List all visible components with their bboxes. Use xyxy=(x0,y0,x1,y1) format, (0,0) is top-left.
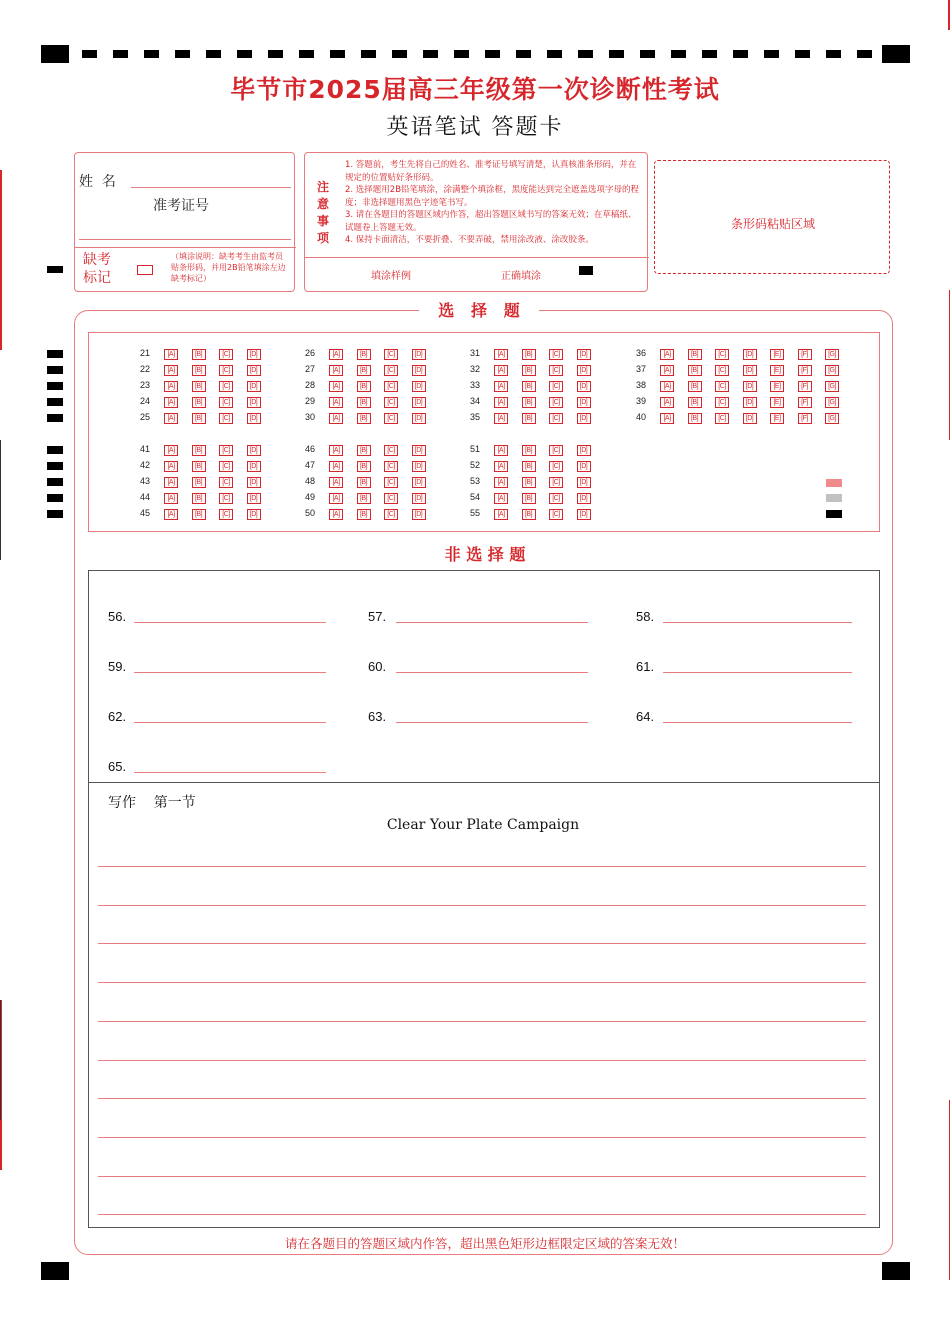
option-box-b[interactable]: [B] xyxy=(522,397,536,408)
timing-dash xyxy=(578,50,593,58)
student-info-box xyxy=(74,152,295,292)
blank-answer-line[interactable] xyxy=(396,622,588,623)
left-edge-line xyxy=(0,170,2,350)
option-box-c[interactable]: [C] xyxy=(219,493,233,504)
question-number: 21 xyxy=(139,348,150,358)
blank-answer-line[interactable] xyxy=(134,672,326,673)
option-box-a[interactable]: [A] xyxy=(660,413,674,424)
option-box-b[interactable]: [B] xyxy=(522,493,536,504)
blank-answer-line[interactable] xyxy=(134,622,326,623)
option-box-b[interactable]: [B] xyxy=(688,397,702,408)
option-box-c[interactable]: [C] xyxy=(549,509,563,520)
option-box-d[interactable]: [D] xyxy=(412,349,426,360)
option-box-a[interactable]: [A] xyxy=(164,381,178,392)
option-box-c[interactable]: [C] xyxy=(384,477,398,488)
timing-dash xyxy=(423,50,438,58)
option-box-b[interactable]: [B] xyxy=(192,509,206,520)
option-box-d[interactable]: [D] xyxy=(577,381,591,392)
option-box-c[interactable]: [C] xyxy=(384,413,398,424)
option-box-a[interactable]: [A] xyxy=(164,397,178,408)
question-number: 43 xyxy=(139,476,150,486)
timing-mark xyxy=(47,510,63,518)
option-box-d[interactable]: [D] xyxy=(577,477,591,488)
option-box-c[interactable]: [C] xyxy=(219,461,233,472)
option-box-c[interactable]: [C] xyxy=(384,445,398,456)
question-number: 44 xyxy=(139,492,150,502)
timing-dash xyxy=(299,50,314,58)
timing-dash xyxy=(795,50,810,58)
notice-items xyxy=(345,159,641,247)
option-box-e[interactable]: [E] xyxy=(770,349,784,360)
timing-dash xyxy=(175,50,190,58)
blank-number: 56. xyxy=(108,609,127,624)
notice-box xyxy=(304,152,648,292)
exam-id-underline xyxy=(79,239,291,240)
barcode-area xyxy=(654,160,890,274)
option-box-a[interactable]: [A] xyxy=(329,381,343,392)
option-box-a[interactable]: [A] xyxy=(494,477,508,488)
name-underline xyxy=(131,187,291,188)
option-box-d[interactable]: [D] xyxy=(577,413,591,424)
option-box-a[interactable]: [A] xyxy=(494,509,508,520)
absent-note: （填涂说明：缺考考生由监考员贴条形码，并用2B铅笔填涂左边缺考标记） xyxy=(171,252,286,283)
exam-id-label: 准考证号 xyxy=(153,198,209,214)
question-number: 24 xyxy=(139,396,150,406)
timing-dash xyxy=(671,50,686,58)
option-box-d[interactable]: [D] xyxy=(247,397,261,408)
notice-item-2: 2. 选择题用2B铅笔填涂，涂满整个填涂框，黑度能达到完全遮盖选项字母的程度；非选择题用黑色字迹笔书写。 xyxy=(345,185,640,208)
corner-mark-bottom-right xyxy=(882,1262,910,1280)
swatch-black xyxy=(826,510,842,518)
option-box-e[interactable]: [E] xyxy=(770,365,784,376)
option-box-a[interactable]: [A] xyxy=(164,365,178,376)
option-box-d[interactable]: [D] xyxy=(247,493,261,504)
option-box-b[interactable]: [B] xyxy=(522,509,536,520)
timing-dash xyxy=(454,50,469,58)
timing-dash xyxy=(702,50,717,58)
option-box-b[interactable]: [B] xyxy=(357,493,371,504)
absent-checkbox[interactable] xyxy=(137,265,153,275)
option-box-c[interactable]: [C] xyxy=(715,413,729,424)
option-box-g[interactable]: [G] xyxy=(825,397,839,408)
option-box-a[interactable]: [A] xyxy=(494,493,508,504)
question-number: 37 xyxy=(635,364,646,374)
notice-heading: 注 意 事 项 xyxy=(317,180,330,245)
option-box-d[interactable]: [D] xyxy=(247,413,261,424)
option-box-b[interactable]: [B] xyxy=(192,365,206,376)
option-box-a[interactable]: [A] xyxy=(164,413,178,424)
corner-mark-top-left xyxy=(41,45,69,63)
question-number: 38 xyxy=(635,380,646,390)
writing-line[interactable] xyxy=(98,1021,866,1022)
option-box-d[interactable]: [D] xyxy=(577,509,591,520)
swatch-pink xyxy=(826,479,842,487)
question-number: 51 xyxy=(469,444,480,454)
option-box-c[interactable]: [C] xyxy=(715,381,729,392)
nonmc-frame xyxy=(88,570,880,1228)
question-number: 34 xyxy=(469,396,480,406)
option-box-d[interactable]: [D] xyxy=(247,461,261,472)
option-box-b[interactable]: [B] xyxy=(357,365,371,376)
option-box-c[interactable]: [C] xyxy=(219,445,233,456)
option-box-b[interactable]: [B] xyxy=(192,477,206,488)
timing-mark xyxy=(47,414,63,422)
option-box-c[interactable]: [C] xyxy=(715,397,729,408)
option-box-c[interactable]: [C] xyxy=(219,509,233,520)
option-box-c[interactable]: [C] xyxy=(384,381,398,392)
blank-number: 62. xyxy=(108,709,127,724)
timing-dash xyxy=(144,50,159,58)
option-box-d[interactable]: [D] xyxy=(247,349,261,360)
option-box-b[interactable]: [B] xyxy=(357,349,371,360)
option-box-f[interactable]: [F] xyxy=(798,397,812,408)
timing-dash xyxy=(485,50,500,58)
option-box-a[interactable]: [A] xyxy=(329,365,343,376)
writing-line[interactable] xyxy=(98,943,866,944)
writing-line[interactable] xyxy=(98,1214,866,1215)
option-box-b[interactable]: [B] xyxy=(357,461,371,472)
question-number: 54 xyxy=(469,492,480,502)
option-box-c[interactable]: [C] xyxy=(549,397,563,408)
timing-mark xyxy=(47,494,63,502)
timing-dash xyxy=(609,50,624,58)
option-box-g[interactable]: [G] xyxy=(825,381,839,392)
blank-answer-line[interactable] xyxy=(396,672,588,673)
blank-number: 59. xyxy=(108,659,127,674)
option-box-b[interactable]: [B] xyxy=(192,413,206,424)
blank-number: 63. xyxy=(368,709,387,724)
option-box-b[interactable]: [B] xyxy=(522,381,536,392)
question-number: 55 xyxy=(469,508,480,518)
option-box-d[interactable]: [D] xyxy=(743,349,757,360)
option-box-d[interactable]: [D] xyxy=(412,397,426,408)
option-box-b[interactable]: [B] xyxy=(522,349,536,360)
page-subtitle: 英语笔试 答题卡 xyxy=(386,115,564,140)
option-box-c[interactable]: [C] xyxy=(715,349,729,360)
correct-fill-sample xyxy=(579,266,593,275)
option-box-c[interactable]: [C] xyxy=(715,365,729,376)
option-box-d[interactable]: [D] xyxy=(577,397,591,408)
correct-label: 正确填涂 xyxy=(501,271,541,282)
option-box-d[interactable]: [D] xyxy=(743,397,757,408)
notice-item-3: 3. 请在各题目的答题区域内作答，超出答题区域书写的答案无效；在草稿纸、试题卷上答题无效。 xyxy=(345,210,637,233)
timing-dash xyxy=(237,50,252,58)
option-box-b[interactable]: [B] xyxy=(688,349,702,360)
option-box-f[interactable]: [F] xyxy=(798,413,812,424)
blank-number: 64. xyxy=(636,709,655,724)
option-box-a[interactable]: [A] xyxy=(494,365,508,376)
blank-number: 58. xyxy=(636,609,655,624)
option-box-b[interactable]: [B] xyxy=(357,397,371,408)
writing-line[interactable] xyxy=(98,1137,866,1138)
timing-dash xyxy=(330,50,345,58)
option-box-e[interactable]: [E] xyxy=(770,397,784,408)
blank-answer-line[interactable] xyxy=(396,722,588,723)
question-number: 33 xyxy=(469,380,480,390)
option-box-d[interactable]: [D] xyxy=(247,509,261,520)
timing-dash xyxy=(113,50,128,58)
option-box-c[interactable]: [C] xyxy=(549,493,563,504)
option-box-a[interactable]: [A] xyxy=(329,349,343,360)
option-box-d[interactable]: [D] xyxy=(412,365,426,376)
option-box-d[interactable]: [D] xyxy=(412,413,426,424)
option-box-d[interactable]: [D] xyxy=(577,493,591,504)
option-box-d[interactable]: [D] xyxy=(412,493,426,504)
absent-label: 缺考 标记 xyxy=(83,252,111,286)
left-edge-line-mid2 xyxy=(0,1000,1,1120)
option-box-f[interactable]: [F] xyxy=(798,349,812,360)
timing-dash xyxy=(857,50,872,58)
question-number: 52 xyxy=(469,460,480,470)
option-box-b[interactable]: [B] xyxy=(192,397,206,408)
option-box-a[interactable]: [A] xyxy=(660,365,674,376)
timing-mark xyxy=(47,478,63,486)
option-box-c[interactable]: [C] xyxy=(384,349,398,360)
timing-dash xyxy=(764,50,779,58)
option-box-b[interactable]: [B] xyxy=(522,445,536,456)
writing-line[interactable] xyxy=(98,1098,866,1099)
question-number: 27 xyxy=(304,364,315,374)
question-number: 25 xyxy=(139,412,150,422)
option-box-a[interactable]: [A] xyxy=(494,349,508,360)
blank-number: 60. xyxy=(368,659,387,674)
option-box-g[interactable]: [G] xyxy=(825,349,839,360)
corner-mark-bottom-left xyxy=(41,1262,69,1280)
footer-warning: 请在各题目的答题区域内作答，超出黑色矩形边框限定区域的答案无效！ xyxy=(284,1236,685,1251)
option-box-a[interactable]: [A] xyxy=(164,445,178,456)
timing-dash xyxy=(392,50,407,58)
option-box-e[interactable]: [E] xyxy=(770,413,784,424)
notice-divider xyxy=(305,257,649,258)
option-box-b[interactable]: [B] xyxy=(688,413,702,424)
option-box-a[interactable]: [A] xyxy=(329,445,343,456)
option-box-c[interactable]: [C] xyxy=(219,349,233,360)
writing-line[interactable] xyxy=(98,1176,866,1177)
question-number: 50 xyxy=(304,508,315,518)
option-box-c[interactable]: [C] xyxy=(549,477,563,488)
divider xyxy=(75,247,296,248)
option-box-a[interactable]: [A] xyxy=(660,349,674,360)
option-box-d[interactable]: [D] xyxy=(743,413,757,424)
mc-section-title: 选 择 题 xyxy=(419,298,539,321)
blank-answer-line[interactable] xyxy=(134,772,326,773)
option-box-a[interactable]: [A] xyxy=(164,493,178,504)
writing-line[interactable] xyxy=(98,982,866,983)
question-number: 45 xyxy=(139,508,150,518)
option-box-a[interactable]: [A] xyxy=(329,509,343,520)
option-box-b[interactable]: [B] xyxy=(522,413,536,424)
option-box-c[interactable]: [C] xyxy=(384,461,398,472)
timing-dash xyxy=(640,50,655,58)
option-box-b[interactable]: [B] xyxy=(357,413,371,424)
timing-mark xyxy=(47,382,63,390)
option-box-a[interactable]: [A] xyxy=(660,381,674,392)
option-box-c[interactable]: [C] xyxy=(549,365,563,376)
timing-dash xyxy=(206,50,221,58)
question-number: 48 xyxy=(304,476,315,486)
question-number: 36 xyxy=(635,348,646,358)
left-edge-line-mid xyxy=(0,440,1,560)
option-box-d[interactable]: [D] xyxy=(412,461,426,472)
option-box-b[interactable]: [B] xyxy=(357,477,371,488)
blank-number: 57. xyxy=(368,609,387,624)
option-box-c[interactable]: [C] xyxy=(549,381,563,392)
option-box-b[interactable]: [B] xyxy=(522,365,536,376)
option-box-d[interactable]: [D] xyxy=(247,477,261,488)
option-box-a[interactable]: [A] xyxy=(494,445,508,456)
option-box-d[interactable]: [D] xyxy=(247,445,261,456)
option-box-g[interactable]: [G] xyxy=(825,413,839,424)
question-number: 42 xyxy=(139,460,150,470)
option-box-a[interactable]: [A] xyxy=(329,477,343,488)
option-box-b[interactable]: [B] xyxy=(688,365,702,376)
option-box-c[interactable]: [C] xyxy=(219,413,233,424)
option-box-c[interactable]: [C] xyxy=(384,493,398,504)
option-box-a[interactable]: [A] xyxy=(494,461,508,472)
question-number: 47 xyxy=(304,460,315,470)
timing-dash xyxy=(516,50,531,58)
option-box-b[interactable]: [B] xyxy=(522,477,536,488)
option-box-b[interactable]: [B] xyxy=(688,381,702,392)
writing-line[interactable] xyxy=(98,866,866,867)
option-box-d[interactable]: [D] xyxy=(247,365,261,376)
option-box-d[interactable]: [D] xyxy=(577,461,591,472)
question-number: 29 xyxy=(304,396,315,406)
option-box-a[interactable]: [A] xyxy=(494,413,508,424)
timing-dash xyxy=(547,50,562,58)
question-number: 46 xyxy=(304,444,315,454)
timing-mark xyxy=(47,366,63,374)
notice-item-4: 4. 保持卡面清洁，不要折叠、不要弄破，禁用涂改液、涂改胶条。 xyxy=(345,235,594,245)
option-box-b[interactable]: [B] xyxy=(192,445,206,456)
option-box-e[interactable]: [E] xyxy=(770,381,784,392)
timing-mark xyxy=(47,350,63,358)
option-box-b[interactable]: [B] xyxy=(192,461,206,472)
writing-line[interactable] xyxy=(98,905,866,906)
timing-dash xyxy=(82,50,97,58)
option-box-b[interactable]: [B] xyxy=(357,445,371,456)
option-box-c[interactable]: [C] xyxy=(219,477,233,488)
option-box-d[interactable]: [D] xyxy=(247,381,261,392)
timing-mark xyxy=(47,398,63,406)
option-box-a[interactable]: [A] xyxy=(164,461,178,472)
blank-answer-line[interactable] xyxy=(663,722,852,723)
option-box-a[interactable]: [A] xyxy=(494,381,508,392)
writing-title: Clear Your Plate Campaign xyxy=(386,817,580,833)
option-box-c[interactable]: [C] xyxy=(549,461,563,472)
blank-number: 65. xyxy=(108,759,127,774)
option-box-c[interactable]: [C] xyxy=(219,397,233,408)
writing-line[interactable] xyxy=(98,1060,866,1061)
option-box-c[interactable]: [C] xyxy=(219,365,233,376)
option-box-b[interactable]: [B] xyxy=(522,461,536,472)
option-box-d[interactable]: [D] xyxy=(412,445,426,456)
timing-dash xyxy=(361,50,376,58)
timing-mark xyxy=(47,462,63,470)
option-box-d[interactable]: [D] xyxy=(743,381,757,392)
question-number: 30 xyxy=(304,412,315,422)
option-box-a[interactable]: [A] xyxy=(164,509,178,520)
question-number: 26 xyxy=(304,348,315,358)
barcode-label: 条形码粘贴区域 xyxy=(730,217,815,231)
blank-number: 61. xyxy=(636,659,655,674)
sample-label: 填涂样例 xyxy=(371,271,411,282)
question-number: 31 xyxy=(469,348,480,358)
blank-answer-line[interactable] xyxy=(134,722,326,723)
question-number: 35 xyxy=(469,412,480,422)
swatch-gray xyxy=(826,494,842,502)
option-box-d[interactable]: [D] xyxy=(577,349,591,360)
option-box-c[interactable]: [C] xyxy=(549,445,563,456)
option-box-g[interactable]: [G] xyxy=(825,365,839,376)
option-box-b[interactable]: [B] xyxy=(192,349,206,360)
option-box-f[interactable]: [F] xyxy=(798,381,812,392)
question-number: 22 xyxy=(139,364,150,374)
option-box-c[interactable]: [C] xyxy=(384,509,398,520)
option-box-c[interactable]: [C] xyxy=(384,365,398,376)
option-box-d[interactable]: [D] xyxy=(412,381,426,392)
option-box-a[interactable]: [A] xyxy=(164,477,178,488)
timing-dash xyxy=(733,50,748,58)
option-box-a[interactable]: [A] xyxy=(494,397,508,408)
question-number: 49 xyxy=(304,492,315,502)
option-box-d[interactable]: [D] xyxy=(577,445,591,456)
option-box-d[interactable]: [D] xyxy=(577,365,591,376)
question-number: 40 xyxy=(635,412,646,422)
question-number: 32 xyxy=(469,364,480,374)
notice-item-1: 1. 答题前，考生先将自己的姓名、准考证号填写清楚，认真核准条形码，并在规定的位置贴好条形码。 xyxy=(345,160,637,183)
blank-answer-line[interactable] xyxy=(663,622,852,623)
nonmc-section-title: 非 选 择 题 xyxy=(444,545,526,564)
mc-frame xyxy=(88,332,880,532)
option-box-a[interactable]: [A] xyxy=(329,461,343,472)
writing-heading: 写作 第一节 xyxy=(108,795,196,811)
option-box-c[interactable]: [C] xyxy=(549,349,563,360)
option-box-c[interactable]: [C] xyxy=(549,413,563,424)
option-box-a[interactable]: [A] xyxy=(329,413,343,424)
timing-mark xyxy=(47,446,63,454)
corner-mark-top-right xyxy=(882,45,910,63)
timing-dash xyxy=(268,50,283,58)
option-box-a[interactable]: [A] xyxy=(329,397,343,408)
nonmc-divider xyxy=(88,782,880,783)
question-number: 23 xyxy=(139,380,150,390)
option-box-b[interactable]: [B] xyxy=(192,493,206,504)
blank-answer-line[interactable] xyxy=(663,672,852,673)
option-box-f[interactable]: [F] xyxy=(798,365,812,376)
name-label: 姓 名 xyxy=(79,174,116,190)
question-number: 41 xyxy=(139,444,150,454)
option-box-a[interactable]: [A] xyxy=(329,493,343,504)
option-box-a[interactable]: [A] xyxy=(164,349,178,360)
option-box-b[interactable]: [B] xyxy=(357,381,371,392)
question-number: 39 xyxy=(635,396,646,406)
option-box-d[interactable]: [D] xyxy=(412,509,426,520)
timing-dash xyxy=(826,50,841,58)
option-box-b[interactable]: [B] xyxy=(192,381,206,392)
option-box-d[interactable]: [D] xyxy=(743,365,757,376)
question-number: 28 xyxy=(304,380,315,390)
page-title: 毕节市2025届高三年级第一次诊断性考试 xyxy=(230,75,720,104)
option-box-d[interactable]: [D] xyxy=(412,477,426,488)
timing-mark-left xyxy=(47,266,63,273)
option-box-c[interactable]: [C] xyxy=(219,381,233,392)
option-box-b[interactable]: [B] xyxy=(357,509,371,520)
option-box-c[interactable]: [C] xyxy=(384,397,398,408)
question-number: 53 xyxy=(469,476,480,486)
option-box-a[interactable]: [A] xyxy=(660,397,674,408)
